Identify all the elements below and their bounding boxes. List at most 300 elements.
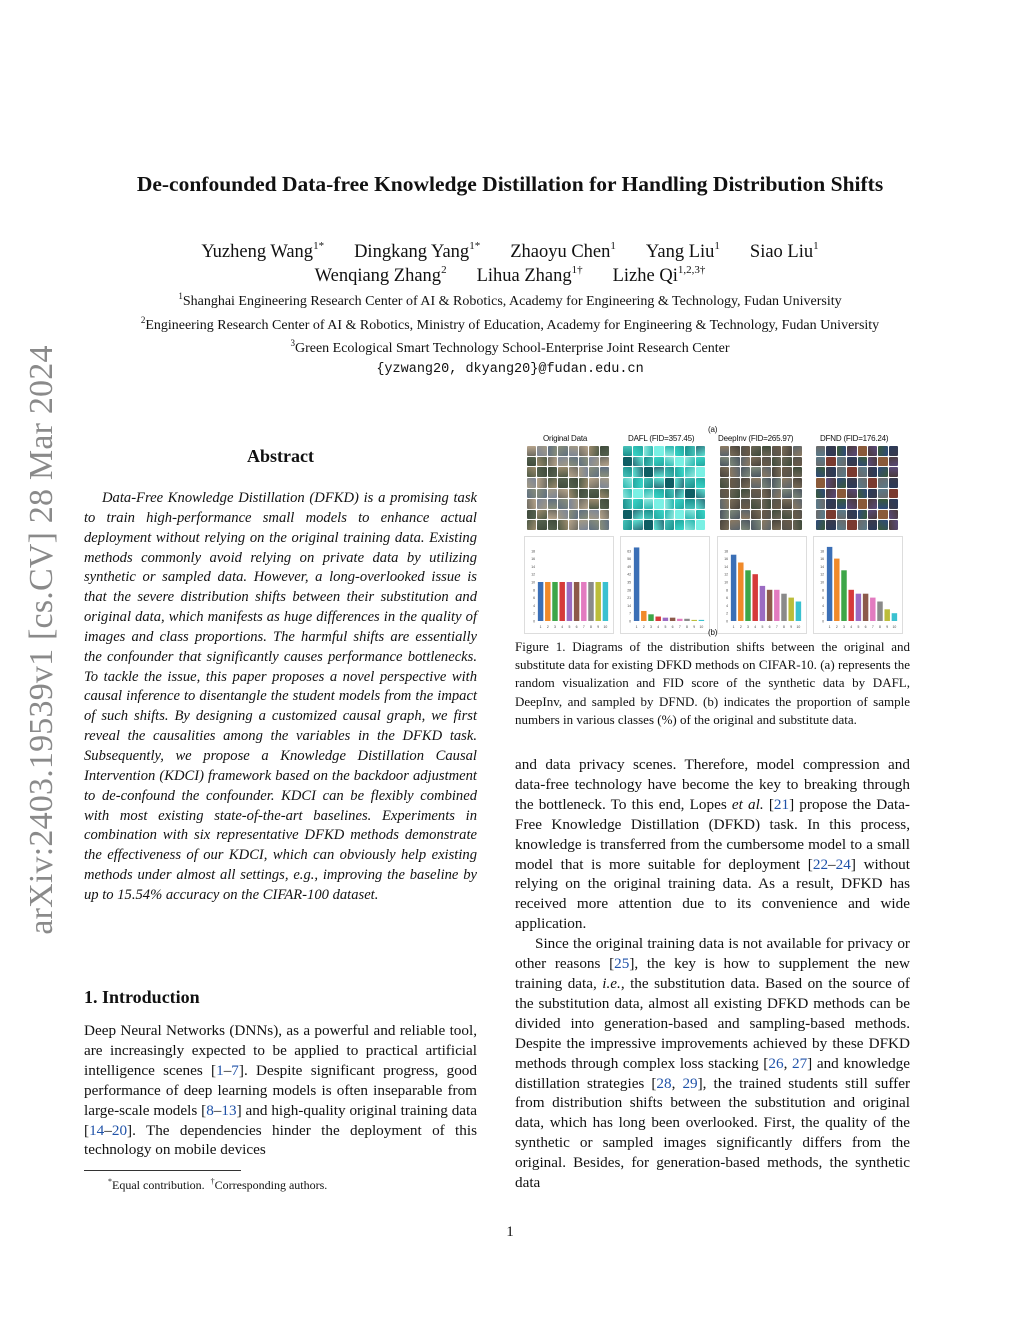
sample-thumbnail bbox=[793, 478, 802, 488]
sample-thumbnail bbox=[696, 467, 705, 477]
sample-thumbnail bbox=[730, 446, 739, 456]
x-tick-label: 4 bbox=[850, 625, 853, 629]
sample-thumbnail bbox=[569, 510, 578, 520]
citation-link[interactable]: 20 bbox=[111, 1121, 128, 1139]
sample-thumbnail bbox=[579, 520, 588, 530]
sample-thumbnail bbox=[569, 478, 578, 488]
y-tick-label: 2 bbox=[533, 611, 535, 616]
bar bbox=[538, 582, 543, 621]
bar bbox=[567, 582, 572, 621]
sample-thumbnail bbox=[569, 499, 578, 509]
sample-thumbnail bbox=[858, 457, 867, 467]
sample-thumbnail bbox=[527, 499, 536, 509]
sample-thumbnail bbox=[527, 446, 536, 456]
citation-link[interactable]: 8 bbox=[206, 1101, 214, 1119]
x-tick-label: 2 bbox=[835, 625, 838, 629]
sample-thumbnail bbox=[665, 510, 674, 520]
authors-row-2 bbox=[0, 264, 1020, 287]
sample-thumbnail bbox=[589, 489, 598, 499]
bar-chart-dafl bbox=[620, 536, 710, 634]
y-tick-label: 16 bbox=[820, 557, 824, 562]
x-tick-label: 4 bbox=[561, 625, 564, 629]
sample-thumbnail bbox=[665, 489, 674, 499]
sample-thumbnail bbox=[868, 467, 877, 477]
sample-thumbnail bbox=[878, 478, 887, 488]
y-tick-label: 0 bbox=[726, 619, 728, 624]
sample-thumbnail bbox=[654, 499, 663, 509]
sample-thumbnail bbox=[633, 510, 642, 520]
sample-thumbnail bbox=[878, 499, 887, 509]
sample-thumbnail bbox=[623, 499, 632, 509]
sample-thumbnail bbox=[589, 446, 598, 456]
bar bbox=[574, 582, 579, 621]
sample-thumbnail bbox=[816, 467, 825, 477]
sample-thumbnail bbox=[762, 457, 771, 467]
citation-link[interactable]: 13 bbox=[221, 1101, 237, 1119]
sample-thumbnail bbox=[633, 478, 642, 488]
sample-grid-deepinv bbox=[719, 445, 803, 531]
abstract-body: Data-Free Knowledge Distillation (DFKD) is a promising task to train high-performance small models to enhance actual deployment without relying on the original training data. Existing methods commonly avoid relying on private data by utilizing synthetic or sampled data. However, a long-overlooked issue is that the severe distribution shifts between their substitution and original data, which manifests as huge differences in the quality of images and class proportions. The harmful shifts are essentially the confounder that significantly causes performance bottlenecks. To tackle the issue, this paper proposes a novel perspective with causal inference to disentangle the student models from the impact of such shifts. By designing a customized causal graph, we first reveal the causalities among the variables in the DFKD task. Subsequently, we propose a Knowledge Distillation Causal Intervention (KDCI) framework based on the backdoor adjustment to de-confound the confounder. KDCI can be flexibly combined with most existing state-of-the-art baselines. Experiments in combination with six representative DFKD methods demonstrate the effectiveness of our KDCI, which can obviously help existing methods under almost all settings, e.g., improving the baseline by up to 15.54% accuracy on the CIFAR-100 dataset. bbox=[84, 490, 477, 903]
bar bbox=[663, 618, 668, 621]
sample-thumbnail bbox=[878, 457, 887, 467]
sample-thumbnail bbox=[558, 499, 567, 509]
sample-thumbnail bbox=[579, 510, 588, 520]
sample-thumbnail bbox=[826, 446, 835, 456]
sample-thumbnail bbox=[644, 457, 653, 467]
sample-thumbnail bbox=[847, 520, 856, 530]
sample-thumbnail bbox=[751, 499, 760, 509]
sample-thumbnail bbox=[858, 478, 867, 488]
x-tick-label: 1 bbox=[828, 625, 831, 629]
sample-thumbnail bbox=[878, 510, 887, 520]
bar bbox=[892, 613, 897, 621]
citation-link[interactable]: 24 bbox=[835, 855, 851, 873]
bar bbox=[781, 594, 786, 621]
sample-thumbnail bbox=[589, 510, 598, 520]
bar bbox=[588, 582, 593, 621]
sample-thumbnail bbox=[558, 520, 567, 530]
sample-thumbnail bbox=[548, 520, 557, 530]
sample-grid-dfnd bbox=[815, 445, 899, 531]
citation-link[interactable]: 21 bbox=[773, 795, 790, 813]
sample-thumbnail bbox=[675, 489, 684, 499]
sample-thumbnail bbox=[816, 489, 825, 499]
y-tick-label: 18 bbox=[531, 549, 535, 554]
sample-thumbnail bbox=[762, 510, 771, 520]
sample-thumbnail bbox=[772, 446, 781, 456]
sample-thumbnail bbox=[826, 457, 835, 467]
x-tick-label: 4 bbox=[657, 625, 660, 629]
x-tick-label: 2 bbox=[546, 625, 549, 629]
y-tick-label: 4 bbox=[822, 603, 824, 608]
sample-thumbnail bbox=[548, 478, 557, 488]
sample-thumbnail bbox=[685, 499, 694, 509]
bar bbox=[559, 582, 564, 621]
y-tick-label: 8 bbox=[533, 588, 535, 593]
sample-thumbnail bbox=[772, 499, 781, 509]
sample-thumbnail bbox=[816, 510, 825, 520]
sample-thumbnail bbox=[654, 520, 663, 530]
sample-thumbnail bbox=[600, 446, 609, 456]
bar bbox=[731, 555, 736, 621]
y-tick-label: 12 bbox=[820, 572, 824, 577]
sample-thumbnail bbox=[730, 510, 739, 520]
sample-thumbnail bbox=[826, 499, 835, 509]
sample-thumbnail bbox=[816, 446, 825, 456]
sample-thumbnail bbox=[868, 489, 877, 499]
sample-thumbnail bbox=[623, 446, 632, 456]
sample-thumbnail bbox=[527, 457, 536, 467]
citation-link[interactable]: 27 bbox=[791, 1054, 808, 1072]
bar bbox=[774, 590, 779, 621]
intro-heading: 1. Introduction bbox=[84, 987, 200, 1007]
citation-link[interactable]: 28 bbox=[656, 1074, 672, 1092]
citation-link[interactable]: 25 bbox=[614, 955, 630, 973]
sample-thumbnail bbox=[878, 489, 887, 499]
sample-thumbnail bbox=[675, 499, 684, 509]
sample-thumbnail bbox=[847, 467, 856, 477]
sample-thumbnail bbox=[751, 478, 760, 488]
sample-thumbnail bbox=[654, 467, 663, 477]
sample-thumbnail bbox=[858, 489, 867, 499]
x-tick-label: 7 bbox=[775, 625, 778, 629]
page-number: 1 bbox=[506, 1224, 514, 1240]
sample-thumbnail bbox=[741, 489, 750, 499]
sample-thumbnail bbox=[889, 510, 898, 520]
sample-thumbnail bbox=[816, 520, 825, 530]
sample-thumbnail bbox=[665, 499, 674, 509]
sample-thumbnail bbox=[793, 457, 802, 467]
paper-title: De-confounded Data-free Knowledge Distillation for Handling Distribution Shifts bbox=[136, 172, 884, 196]
sample-thumbnail bbox=[696, 478, 705, 488]
sample-thumbnail bbox=[654, 457, 663, 467]
bar bbox=[655, 617, 660, 621]
sample-thumbnail bbox=[889, 467, 898, 477]
sample-thumbnail bbox=[685, 510, 694, 520]
bar bbox=[877, 602, 882, 622]
bar bbox=[870, 598, 875, 621]
sample-thumbnail bbox=[858, 446, 867, 456]
sample-thumbnail bbox=[751, 467, 760, 477]
x-tick-label: 3 bbox=[747, 625, 749, 629]
author-email: {yzwang20, dkyang20}@fudan.edu.cn bbox=[376, 362, 644, 377]
affiliation-text: Engineering Research Center of AI & Robotics, Ministry of Education, Academy for Engineering & Technology, Fudan University bbox=[145, 318, 880, 333]
footnote-equal: Equal contribution. bbox=[112, 1178, 205, 1192]
sample-thumbnail bbox=[569, 520, 578, 530]
sample-thumbnail bbox=[751, 520, 760, 530]
bar-chart-deepinv bbox=[717, 536, 807, 634]
sample-thumbnail bbox=[548, 489, 557, 499]
sample-thumbnail bbox=[782, 499, 791, 509]
sample-thumbnail bbox=[654, 446, 663, 456]
y-tick-label: 7 bbox=[629, 611, 631, 616]
sample-thumbnail bbox=[548, 467, 557, 477]
sample-thumbnail bbox=[527, 467, 536, 477]
sample-thumbnail bbox=[675, 467, 684, 477]
bar bbox=[648, 614, 653, 621]
sample-thumbnail bbox=[720, 520, 729, 530]
sample-thumbnail bbox=[548, 457, 557, 467]
x-tick-label: 2 bbox=[739, 625, 742, 629]
sample-thumbnail bbox=[741, 446, 750, 456]
x-tick-label: 10 bbox=[892, 625, 897, 629]
x-tick-label: 8 bbox=[590, 625, 592, 629]
sample-thumbnail bbox=[730, 478, 739, 488]
sample-thumbnail bbox=[816, 457, 825, 467]
sample-thumbnail bbox=[730, 457, 739, 467]
sample-thumbnail bbox=[527, 489, 536, 499]
sample-thumbnail bbox=[868, 510, 877, 520]
x-tick-label: 10 bbox=[796, 625, 801, 629]
x-tick-label: 3 bbox=[650, 625, 652, 629]
sample-thumbnail bbox=[558, 446, 567, 456]
sample-thumbnail bbox=[558, 467, 567, 477]
sample-thumbnail bbox=[889, 446, 898, 456]
y-tick-label: 18 bbox=[724, 549, 728, 554]
sample-thumbnail bbox=[633, 457, 642, 467]
y-tick-label: 10 bbox=[531, 580, 535, 585]
x-tick-label: 8 bbox=[879, 625, 881, 629]
citation-link[interactable]: 26 bbox=[768, 1054, 784, 1072]
intro-paragraph: Deep Neural Networks (DNNs), as a powerful and reliable tool, are increasingly expected to be applied to practical artificial intelligence scenes [1–7]. Despite significant progress, good performance of deep learning models is often inseparable from large-scale models [8–13] and high-quality original training data [14–20]. The dependencies hinder the deployment of this technology on mobile devices bbox=[84, 1022, 478, 1159]
affiliation-3 bbox=[0, 338, 1020, 357]
sample-thumbnail bbox=[837, 478, 846, 488]
x-tick-label: 8 bbox=[783, 625, 785, 629]
x-tick-label: 1 bbox=[539, 625, 542, 629]
sample-thumbnail bbox=[741, 510, 750, 520]
affiliation-sup: 3 bbox=[290, 338, 295, 348]
sample-thumbnail bbox=[537, 489, 546, 499]
x-tick-label: 3 bbox=[843, 625, 845, 629]
y-tick-label: 14 bbox=[531, 564, 535, 569]
sample-thumbnail bbox=[696, 520, 705, 530]
x-tick-label: 9 bbox=[693, 625, 696, 629]
sample-thumbnail bbox=[889, 520, 898, 530]
sample-thumbnail bbox=[772, 478, 781, 488]
bar bbox=[691, 620, 696, 621]
sample-thumbnail bbox=[558, 478, 567, 488]
sample-thumbnail bbox=[868, 446, 877, 456]
sample-thumbnail bbox=[579, 489, 588, 499]
sample-thumbnail bbox=[558, 457, 567, 467]
sample-thumbnail bbox=[579, 499, 588, 509]
col-label-dfnd: DFND (FID=176.24) bbox=[820, 434, 889, 443]
sample-thumbnail bbox=[847, 446, 856, 456]
sample-thumbnail bbox=[741, 499, 750, 509]
sample-thumbnail bbox=[569, 467, 578, 477]
right-paragraph-1: and data privacy scenes. Therefore, model compression and data-free technology have become the key to breaking through the bottleneck. To this end, Lopes et al. [21] propose the Data-Free Knowledge Distillation (DFKD) task. In this process, knowledge is transferred from the cumbersome model to a small model that is more suitable for deployment [22–24] without relying on the original training data. As a result, DFKD has received more attention due to its convenience and wide application. bbox=[515, 756, 911, 933]
sample-thumbnail bbox=[665, 467, 674, 477]
abstract-heading: Abstract bbox=[247, 446, 314, 466]
bar-chart-dfnd bbox=[813, 536, 903, 634]
sample-thumbnail bbox=[569, 457, 578, 467]
sample-thumbnail bbox=[878, 520, 887, 530]
x-tick-label: 6 bbox=[864, 625, 867, 629]
sample-thumbnail bbox=[793, 489, 802, 499]
sample-thumbnail bbox=[633, 520, 642, 530]
y-tick-label: 63 bbox=[627, 549, 631, 554]
bar bbox=[752, 574, 757, 621]
sample-thumbnail bbox=[537, 467, 546, 477]
author: Wenqiang Zhang$^2$ bbox=[314, 264, 447, 286]
sample-thumbnail bbox=[654, 510, 663, 520]
sample-thumbnail bbox=[558, 510, 567, 520]
sample-thumbnail bbox=[685, 467, 694, 477]
sample-thumbnail bbox=[600, 467, 609, 477]
sample-thumbnail bbox=[878, 446, 887, 456]
author: Lizhe $Qi^{1,2,3\dagger}$ bbox=[612, 264, 706, 286]
sample-thumbnail bbox=[772, 489, 781, 499]
sample-thumbnail bbox=[847, 510, 856, 520]
sample-thumbnail bbox=[782, 478, 791, 488]
sample-thumbnail bbox=[782, 467, 791, 477]
x-tick-label: 7 bbox=[871, 625, 874, 629]
sample-thumbnail bbox=[730, 499, 739, 509]
y-tick-label: 8 bbox=[726, 588, 728, 593]
sample-thumbnail bbox=[741, 457, 750, 467]
sample-thumbnail bbox=[665, 457, 674, 467]
y-tick-label: 6 bbox=[822, 596, 824, 601]
sample-thumbnail bbox=[696, 446, 705, 456]
sample-thumbnail bbox=[793, 510, 802, 520]
sample-thumbnail bbox=[623, 478, 632, 488]
bar bbox=[848, 590, 853, 621]
sample-thumbnail bbox=[868, 520, 877, 530]
sample-thumbnail bbox=[720, 467, 729, 477]
x-tick-label: 7 bbox=[582, 625, 585, 629]
y-tick-label: 6 bbox=[726, 596, 728, 601]
sample-thumbnail bbox=[847, 457, 856, 467]
sample-thumbnail bbox=[858, 499, 867, 509]
x-tick-label: 2 bbox=[642, 625, 645, 629]
col-label-deepinv: DeepInv (FID=265.97) bbox=[718, 434, 794, 443]
author: Siao Liu$^1$ bbox=[749, 240, 819, 262]
bar bbox=[796, 602, 801, 622]
right-paragraph-2: Since the original training data is not available for privacy or other reasons [25], the key is how to supplement the new training data, i.e., the substitution data. Based on the source of the substitution data, almost all existing DFKD methods can be divided into generation-based and sampling-based methods. Despite the impressive improvements achieved by these DFKD methods through complex loss stacking [26, 27] and knowledge distillation strategies [28, 29], the trained students still suffer from distribution shifts between the substitution and original data, which has long been overlooked. First, the quality of the synthetic or sampled images significantly differs from the original. Besides, for generation-based methods, the synthetic data bbox=[515, 935, 911, 1192]
sample-thumbnail bbox=[644, 520, 653, 530]
sample-grid-original bbox=[526, 445, 610, 531]
y-tick-label: 12 bbox=[724, 572, 728, 577]
y-tick-label: 28 bbox=[627, 588, 631, 593]
footnote-rule bbox=[84, 1170, 241, 1171]
y-tick-label: 10 bbox=[724, 580, 728, 585]
y-tick-label: 10 bbox=[820, 580, 824, 585]
sample-thumbnail bbox=[826, 478, 835, 488]
y-tick-label: 0 bbox=[822, 619, 824, 624]
sample-thumbnail bbox=[730, 489, 739, 499]
sample-thumbnail bbox=[720, 446, 729, 456]
sample-thumbnail bbox=[793, 520, 802, 530]
author: Zhaoyu Chen$^1$ bbox=[510, 240, 616, 262]
sample-thumbnail bbox=[868, 499, 877, 509]
y-tick-label: 35 bbox=[627, 580, 631, 585]
sample-thumbnail bbox=[858, 520, 867, 530]
sample-thumbnail bbox=[527, 520, 536, 530]
y-tick-label: 21 bbox=[627, 596, 631, 601]
y-tick-label: 14 bbox=[820, 564, 824, 569]
sample-thumbnail bbox=[847, 499, 856, 509]
sample-thumbnail bbox=[782, 446, 791, 456]
sample-thumbnail bbox=[589, 520, 598, 530]
sample-thumbnail bbox=[633, 499, 642, 509]
sample-thumbnail bbox=[623, 457, 632, 467]
x-tick-label: 8 bbox=[686, 625, 688, 629]
sample-thumbnail bbox=[772, 457, 781, 467]
sample-thumbnail bbox=[675, 446, 684, 456]
citation-link[interactable]: 22 bbox=[812, 855, 829, 873]
x-tick-label: 10 bbox=[699, 625, 704, 629]
col-label-original: Original Data bbox=[543, 434, 588, 443]
sample-thumbnail bbox=[569, 489, 578, 499]
bar bbox=[634, 547, 639, 621]
sample-thumbnail bbox=[589, 467, 598, 477]
sample-thumbnail bbox=[644, 467, 653, 477]
sample-thumbnail bbox=[579, 446, 588, 456]
sample-thumbnail bbox=[696, 499, 705, 509]
sample-thumbnail bbox=[720, 478, 729, 488]
x-tick-label: 9 bbox=[886, 625, 889, 629]
sample-thumbnail bbox=[644, 499, 653, 509]
bar bbox=[581, 582, 586, 621]
author: Lihua Zhang$^{1\dagger}$ bbox=[476, 264, 583, 286]
sample-thumbnail bbox=[772, 520, 781, 530]
citation-link[interactable]: 7 bbox=[231, 1061, 239, 1079]
y-tick-label: 6 bbox=[533, 596, 535, 601]
sample-thumbnail bbox=[826, 520, 835, 530]
sample-thumbnail bbox=[548, 446, 557, 456]
sample-thumbnail bbox=[762, 499, 771, 509]
sample-thumbnail bbox=[685, 446, 694, 456]
y-tick-label: 4 bbox=[533, 603, 535, 608]
y-tick-label: 8 bbox=[822, 588, 824, 593]
sample-thumbnail bbox=[826, 489, 835, 499]
sample-thumbnail bbox=[762, 467, 771, 477]
bar bbox=[856, 594, 861, 621]
sample-thumbnail bbox=[665, 520, 674, 530]
sample-thumbnail bbox=[527, 510, 536, 520]
sample-thumbnail bbox=[600, 489, 609, 499]
bar-chart-original bbox=[524, 536, 614, 634]
x-tick-label: 7 bbox=[678, 625, 681, 629]
y-tick-label: 14 bbox=[627, 603, 631, 608]
sample-thumbnail bbox=[600, 499, 609, 509]
sample-thumbnail bbox=[751, 446, 760, 456]
sample-thumbnail bbox=[589, 457, 598, 467]
sample-thumbnail bbox=[741, 520, 750, 530]
sample-thumbnail bbox=[847, 478, 856, 488]
sample-thumbnail bbox=[654, 478, 663, 488]
sample-thumbnail bbox=[633, 489, 642, 499]
affiliation-2 bbox=[0, 315, 1020, 334]
citation-link[interactable]: 29 bbox=[682, 1074, 698, 1092]
sample-thumbnail bbox=[644, 446, 653, 456]
author: Yuzheng Wang$^{1*}$ bbox=[201, 240, 325, 262]
y-tick-label: 18 bbox=[820, 549, 824, 554]
sample-thumbnail bbox=[730, 520, 739, 530]
bar bbox=[545, 582, 550, 621]
y-tick-label: 16 bbox=[531, 557, 535, 562]
sample-thumbnail bbox=[868, 457, 877, 467]
bar bbox=[738, 563, 743, 622]
sample-thumbnail bbox=[633, 467, 642, 477]
y-tick-label: 16 bbox=[724, 557, 728, 562]
sample-thumbnail bbox=[589, 499, 598, 509]
sample-thumbnail bbox=[837, 520, 846, 530]
citation-link[interactable]: 1 bbox=[216, 1061, 224, 1079]
sample-thumbnail bbox=[579, 478, 588, 488]
citation-link[interactable]: 14 bbox=[89, 1121, 105, 1139]
sample-thumbnail bbox=[826, 510, 835, 520]
